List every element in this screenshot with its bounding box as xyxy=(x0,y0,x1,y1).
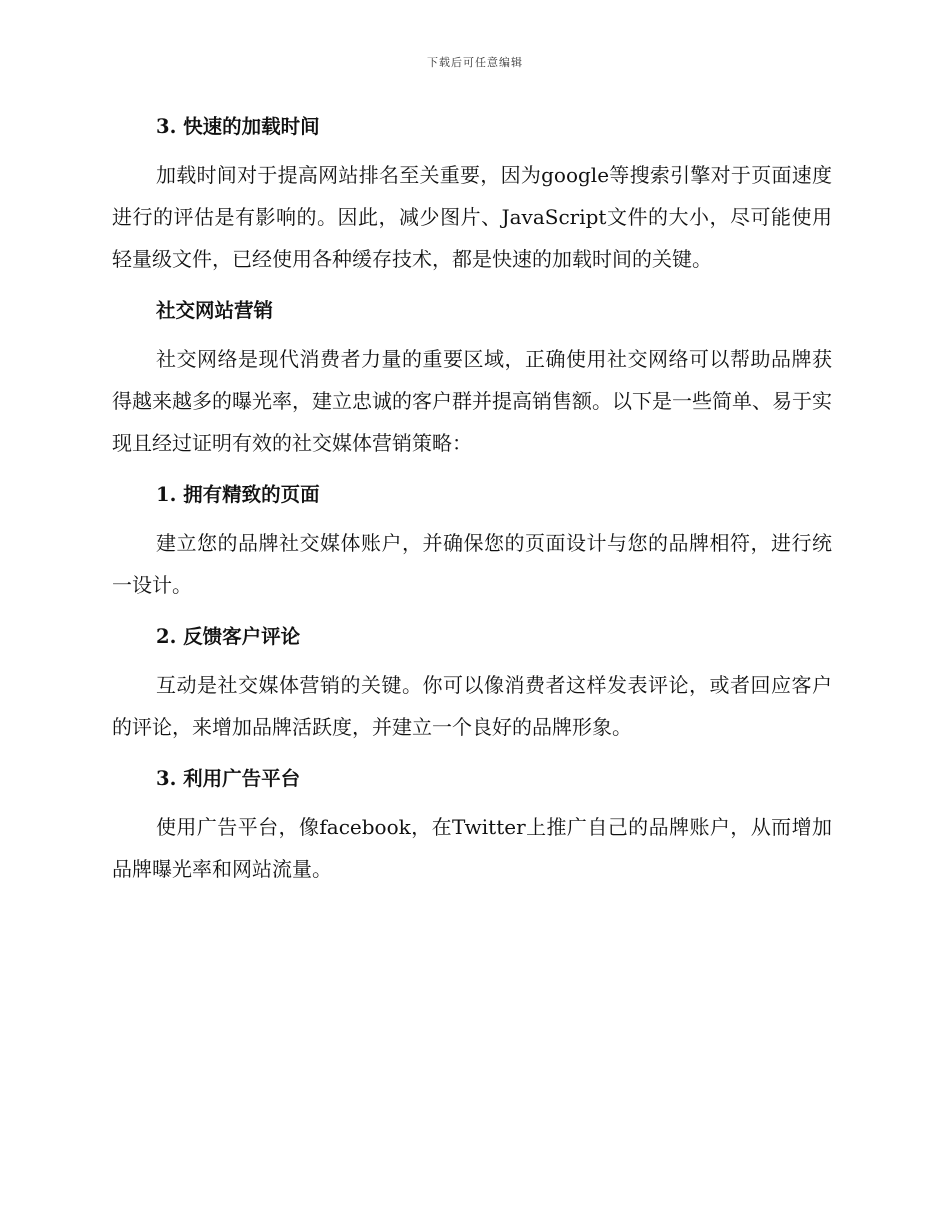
section-polished-page xyxy=(112,476,832,606)
section-heading: 3. 快速的加载时间 xyxy=(156,115,320,138)
section-fast-loading xyxy=(112,108,832,280)
section-heading: 3. 利用广告平台 xyxy=(156,767,301,790)
section-paragraph: 建立您的品牌社交媒体账户，并确保您的页面设计与您的品牌相符，进行统一设计。 xyxy=(112,531,832,597)
section-customer-reviews xyxy=(112,618,832,748)
section-paragraph: 社交网络是现代消费者力量的重要区域，正确使用社交网络可以帮助品牌获得越来越多的曝光率，建立忠诚的客户群并提高销售额。以下是一些简单、易于实现且经过证明有效的社交媒体营销策略： xyxy=(112,347,832,455)
section-paragraph: 互动是社交媒体营销的关键。你可以像消费者这样发表评论，或者回应客户的评论，来增加品牌活跃度，并建立一个良好的品牌形象。 xyxy=(112,673,832,739)
section-heading: 1. 拥有精致的页面 xyxy=(156,483,320,506)
section-social-marketing xyxy=(112,292,832,464)
document-body xyxy=(112,108,832,902)
section-heading: 社交网站营销 xyxy=(156,299,274,322)
section-ad-platform xyxy=(112,760,832,890)
section-heading: 2. 反馈客户评论 xyxy=(156,625,301,648)
section-paragraph: 加载时间对于提高网站排名至关重要，因为google等搜索引擎对于页面速度进行的评估是有影响的。因此，减少图片、JavaScript文件的大小，尽可能使用轻量级文件，已经使用各种缓存技术，都是快速的加载时间的关键。 xyxy=(112,163,832,271)
section-paragraph: 使用广告平台，像facebook，在Twitter上推广自己的品牌账户，从而增加品牌曝光率和网站流量。 xyxy=(112,815,832,881)
header-note: 下载后可任意编辑 xyxy=(427,56,523,69)
